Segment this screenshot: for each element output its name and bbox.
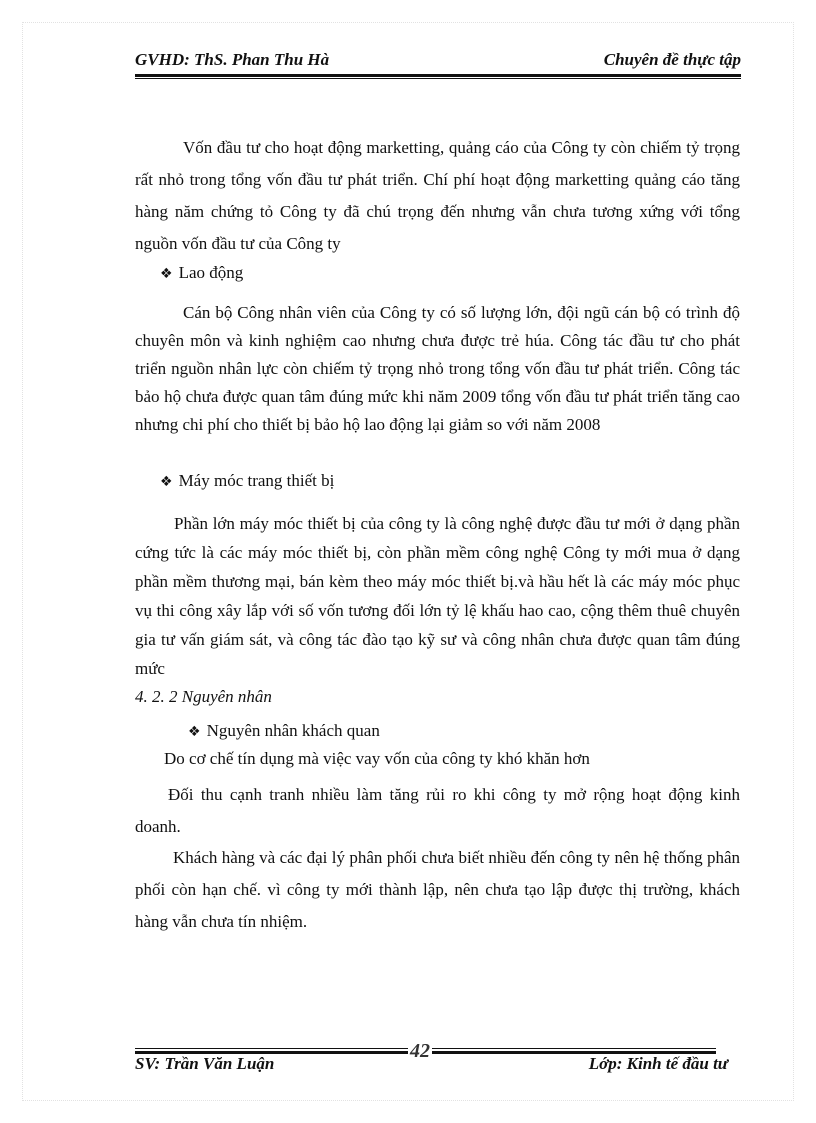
bullet-item-khach-quan bbox=[188, 720, 380, 743]
paragraph-credit: Do cơ chế tín dụng mà việc vay vốn của công ty khó khăn hơn bbox=[164, 749, 590, 768]
paragraph-machinery: Phần lớn máy móc thiết bị của công ty là công nghệ được đầu tư mới ở dạng phần cứng tức là các máy móc thiết bị, còn phần mềm công nghệ Công ty mới mua ở dạng phần mềm thương mại, bán kèm theo máy móc thiết bị.và hầu hết là các máy móc phục vụ thi công xây lắp với số vốn tương đối lớn tỷ lệ khấu hao cao, cộng thêm thuê chuyên gia tư vấn giám sát, và công tác đào tạo kỹ sư và công nhân chưa được quan tâm đúng mức bbox=[135, 514, 740, 678]
footer-student: SV: Trần Văn Luận bbox=[135, 1054, 275, 1073]
page-number: 42 bbox=[410, 1040, 430, 1062]
paragraph-labor: Cán bộ Công nhân viên của Công ty có số lượng lớn, đội ngũ cán bộ có trình độ chuyên môn và kinh nghiệm cao nhưng chưa được trẻ húa. Công tác đầu tư cho phát triển nguồn nhân lực còn chiếm tỷ trọng nhỏ trong tổng vốn đầu tư phát triển. Công tác bảo hộ chưa được quan tâm đúng mức khi năm 2009 tổng vốn đầu tư phát triển tăng cao nhưng chi phí cho thiết bị bảo hộ lao động lại giảm so với năm 2008 bbox=[135, 303, 740, 434]
header-supervisor: GVHD: ThS. Phan Thu Hà bbox=[135, 50, 330, 69]
header-rule-thin bbox=[135, 78, 741, 79]
header-rule-thick bbox=[135, 74, 741, 77]
diamond-bullet-icon: ❖ bbox=[160, 266, 173, 282]
paragraph-competitors: Đối thu cạnh tranh nhiều làm tăng rủi ro khi công ty mở rộng hoạt động kinh doanh. bbox=[135, 785, 740, 836]
bullet-label: Nguyên nhân khách quan bbox=[206, 721, 380, 740]
diamond-bullet-icon: ❖ bbox=[160, 474, 173, 490]
section-heading: 4. 2. 2 Nguyên nhân bbox=[135, 687, 272, 706]
page-header bbox=[135, 50, 741, 72]
bullet-item-lao-dong bbox=[160, 262, 243, 285]
bullet-item-may-moc bbox=[160, 470, 334, 493]
footer-class: Lớp: Kinh tế đầu tư bbox=[588, 1054, 728, 1073]
header-document-title: Chuyên đề thực tập bbox=[603, 50, 741, 69]
paragraph-customers: Khách hàng và các đại lý phân phối chưa biết nhiều đến công ty nên hệ thống phân phối còn hạn chế. vì công ty mới thành lập, nên chưa tạo lập được thị trường, khách hàng vẫn chưa tín nhiệm. bbox=[135, 848, 740, 931]
bullet-label: Máy móc trang thiết bị bbox=[178, 471, 335, 490]
paragraph-marketing-investment: Vốn đầu tư cho hoạt động marketting, quảng cáo của Công ty còn chiếm tỷ trọng rất nhỏ trong tổng vốn đầu tư phát triển. Chí phí hoạt động marketting quảng cáo tăng hàng năm chứng tỏ Công ty đã chú trọng đến nhưng vẫn chưa tương xứng với tổng nguồn vốn đầu tư của Công ty bbox=[135, 138, 740, 253]
bullet-label: Lao động bbox=[178, 263, 244, 282]
diamond-bullet-icon: ❖ bbox=[188, 724, 201, 740]
